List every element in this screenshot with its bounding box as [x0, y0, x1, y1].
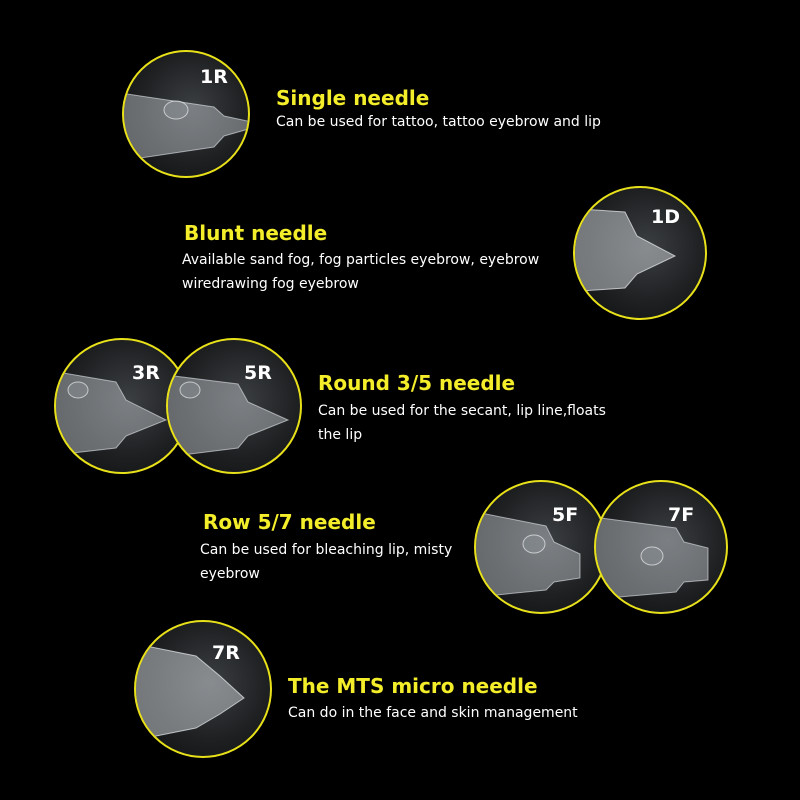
- needle-illustration: [575, 188, 707, 320]
- item-description: [318, 399, 606, 447]
- description-line: Available sand fog, fog particles eyebrow, eyebrow: [182, 252, 540, 268]
- description-line: wiredrawing fog eyebrow: [182, 276, 359, 292]
- needle-code-label: 7F: [668, 504, 695, 526]
- needle-image-1d: [573, 186, 707, 320]
- item-title: Single needle: [276, 86, 430, 110]
- needle-image-5f: [474, 480, 608, 614]
- description-line: Can be used for the secant, lip line,floats: [318, 403, 606, 419]
- item-description: [276, 110, 601, 134]
- needle-illustration: [136, 622, 272, 758]
- item-title: The MTS micro needle: [288, 674, 538, 698]
- item-description: [200, 538, 452, 586]
- needle-illustration: [124, 52, 250, 178]
- needle-illustration: [596, 482, 728, 614]
- item-title: Row 5/7 needle: [203, 510, 376, 534]
- item-description: [182, 248, 539, 296]
- item-title: Blunt needle: [184, 221, 328, 245]
- needle-image-5r: [166, 338, 302, 474]
- description-line: eyebrow: [200, 566, 260, 582]
- needle-code-label: 7R: [212, 642, 240, 664]
- needle-code-label: 1R: [200, 66, 228, 88]
- needle-code-label: 5R: [244, 362, 272, 384]
- needle-image-7f: [594, 480, 728, 614]
- item-description: [288, 701, 578, 725]
- needle-illustration: [168, 340, 302, 474]
- description-line: Can do in the face and skin management: [288, 705, 578, 721]
- needle-code-label: 5F: [552, 504, 579, 526]
- needle-image-1r: [122, 50, 250, 178]
- needle-image-7r: [134, 620, 272, 758]
- description-line: Can be used for bleaching lip, misty: [200, 542, 453, 558]
- item-title: Round 3/5 needle: [318, 371, 516, 395]
- needle-code-label: 1D: [651, 206, 680, 228]
- description-line: Can be used for tattoo, tattoo eyebrow and lip: [276, 114, 601, 130]
- needle-code-label: 3R: [132, 362, 160, 384]
- needle-illustration: [476, 482, 608, 614]
- description-line: the lip: [318, 427, 363, 443]
